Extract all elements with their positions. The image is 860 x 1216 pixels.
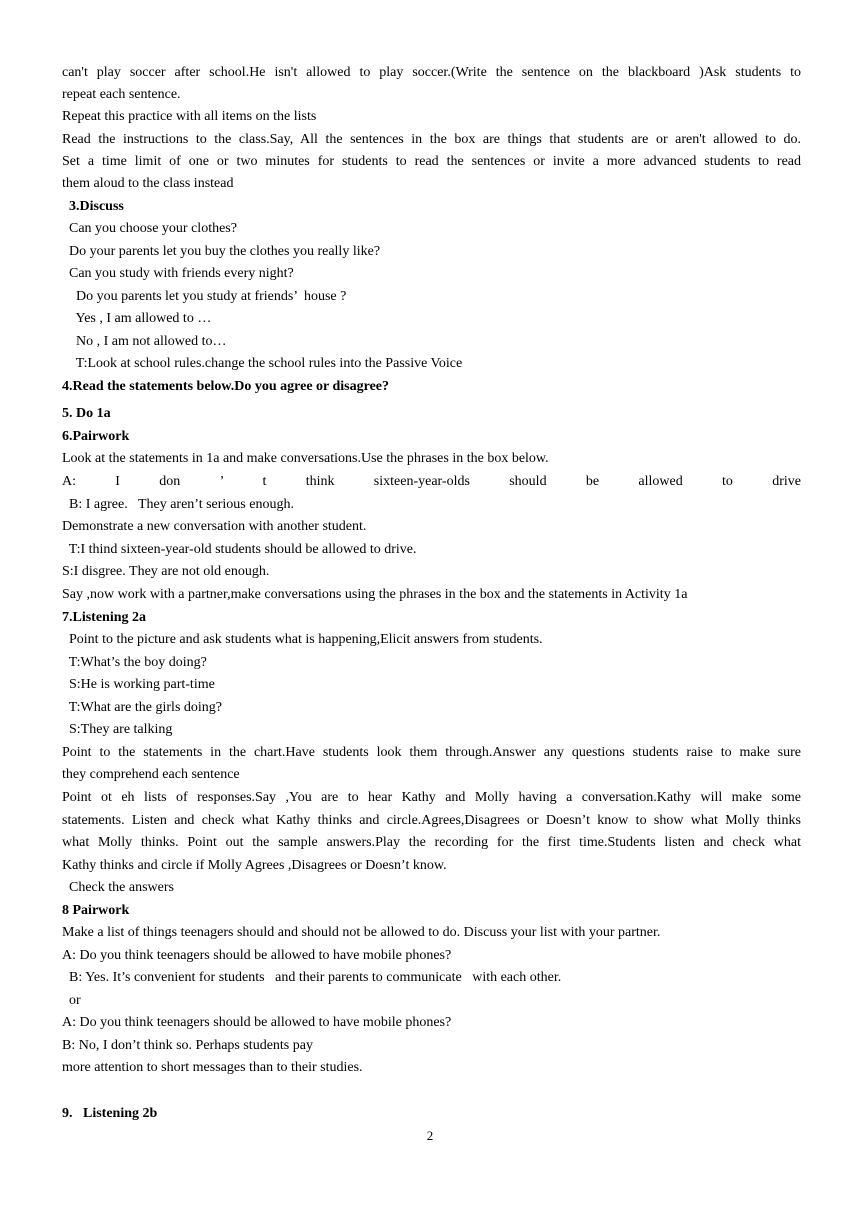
text-line: B: Yes. It’s convenient for students and their parents to communicate with each other. [62,970,562,985]
text-line: more attention to short messages than to their studies. [62,1060,363,1075]
text-line: T:What’s the boy doing? [62,655,207,670]
text-line: Do your parents let you buy the clothes you really like? [62,244,381,259]
text-line: S:He is working part-time [62,677,215,692]
text-line: Do you parents let you study at friends’ house ? [62,289,347,304]
text-line: they comprehend each sentence [62,767,240,782]
text-line: No , I am not allowed to… [62,334,227,349]
section-heading: 7.Listening 2a [62,610,147,625]
page-number: 2 [426,1128,434,1143]
text-line: Look at the statements in 1a and make conversations.Use the phrases in the box below. [62,451,549,466]
text-line: T:Look at school rules.change the school rules into the Passive Voice [62,356,463,371]
text-line: repeat each sentence. [62,87,181,102]
text-line: Say ,now work with a partner,make conversations using the phrases in the box and the statements in Activity 1a [62,587,688,602]
text-line: A: Do you think teenagers should be allowed to have mobile phones? [62,1015,452,1030]
text-line: Point to the picture and ask students what is happening,Elicit answers from students. [62,632,543,647]
text-line: Repeat this practice with all items on the lists [62,109,317,124]
text-line: Demonstrate a new conversation with another student. [62,519,367,534]
section-heading: 9. Listening 2b [62,1106,158,1121]
text-line: Set a time limit of one or two minutes for students to read the sentences or invite a more advanced students to read [62,154,801,169]
text-line: Read the instructions to the class.Say, All the sentences in the box are things that students are or aren't allowed to do. [62,132,801,147]
text-line: them aloud to the class instead [62,176,234,191]
text-line: B: I agree. They aren’t serious enough. [62,497,294,512]
text-line: Check the answers [62,880,174,895]
text-line: statements. Listen and check what Kathy thinks and circle.Agrees,Disagrees or Doesn’t know to show what Molly thinks [62,813,801,828]
section-heading: 4.Read the statements below.Do you agree or disagree? [62,379,390,394]
section-heading: 3.Discuss [62,199,124,214]
text-line: what Molly thinks. Point out the sample answers.Play the recording for the first time.Students listen and check what [62,835,801,850]
section-heading: 8 Pairwork [62,903,130,918]
section-heading: 5. Do 1a [62,406,111,421]
text-line: T:I thind sixteen-year-old students should be allowed to drive. [62,542,417,557]
text-line: A: I don ’ t think sixteen-year-olds should be allowed to drive [62,474,801,489]
text-line: S:They are talking [62,722,173,737]
text-line: A: Do you think teenagers should be allowed to have mobile phones? [62,948,452,963]
text-line: T:What are the girls doing? [62,700,222,715]
text-line: B: No, I don’t think so. Perhaps students pay [62,1038,313,1053]
text-line: Yes , I am allowed to … [62,311,212,326]
text-line: Point ot eh lists of responses.Say ,You are to hear Kathy and Molly having a conversation.Kathy will make some [62,790,801,805]
text-line: Can you study with friends every night? [62,266,294,281]
text-line: Point to the statements in the chart.Have students look them through.Answer any questions students raise to make sure [62,745,801,760]
text-line: S:I disgree. They are not old enough. [62,564,270,579]
text-line: Kathy thinks and circle if Molly Agrees ,Disagrees or Doesn’t know. [62,858,447,873]
text-line: or [62,993,81,1008]
section-heading: 6.Pairwork [62,429,130,444]
text-line: Can you choose your clothes? [62,221,237,236]
text-line: can't play soccer after school.He isn't allowed to play soccer.(Write the sentence on the blackboard )Ask students to [62,65,801,80]
text-line: Make a list of things teenagers should and should not be allowed to do. Discuss your list with your partner. [62,925,661,940]
